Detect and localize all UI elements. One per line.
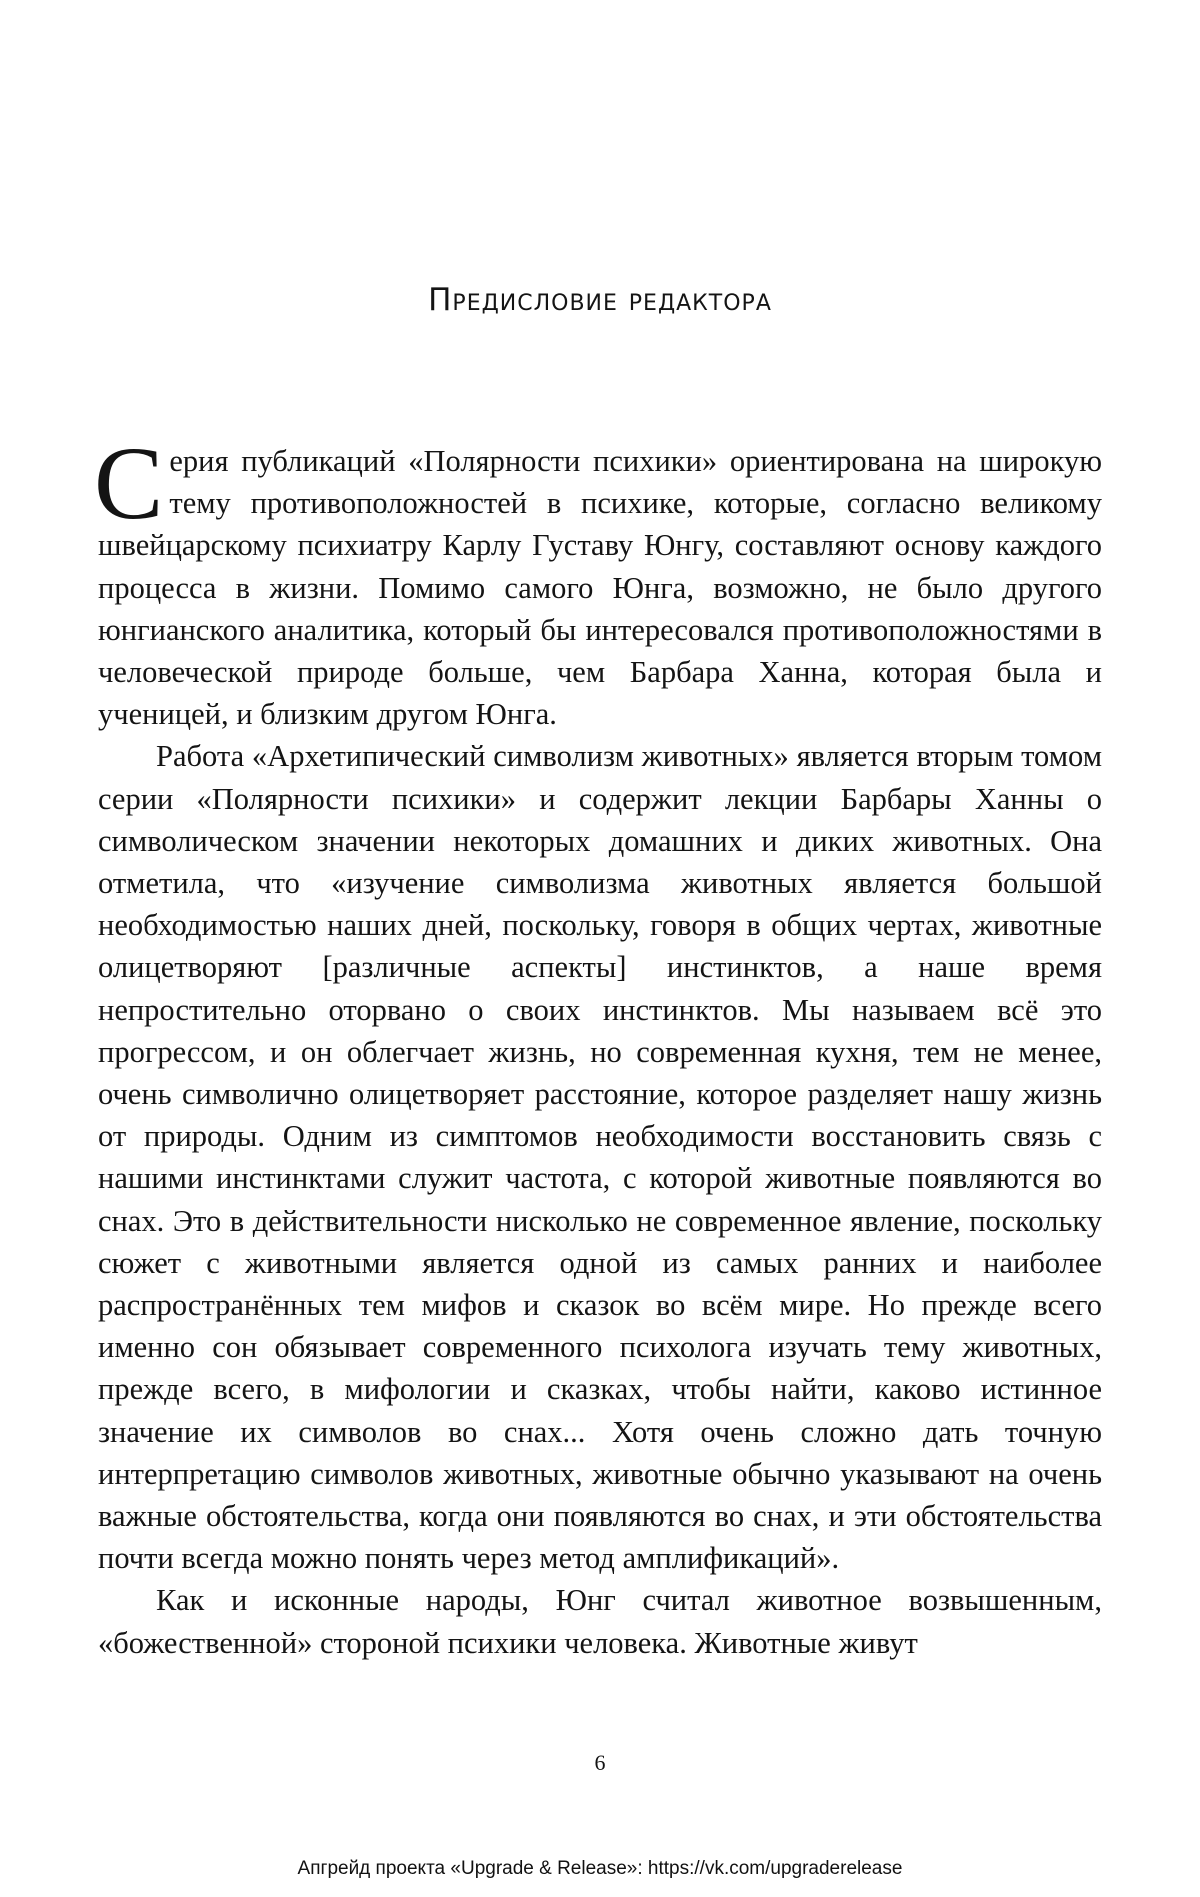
chapter-title: Предисловие редактора bbox=[428, 282, 772, 318]
page-number: 6 bbox=[594, 1750, 606, 1775]
body-text bbox=[94, 426, 1102, 1664]
footer-credit: Апгрейд проекта «Upgrade & Release»: https://vk.com/upgraderelease bbox=[297, 1858, 903, 1879]
drop-cap: С bbox=[94, 426, 164, 541]
paragraph-2: Работа «Архетипический символизм животных» является вторым томом серии «Полярности психики» и содержит лекции Барбары Ханны о символическом значении некоторых домашних и диких животных. Она отметила, что «изучение символизма животных является большой необходимостью наших дней, поскольку, говоря в общих чертах, животные олицетворяют [различные аспекты] инстинктов, а наше время непростительно оторвано о своих инстинктов. Мы называем всё это прогрессом, и он облегчает жизнь, но современная кухня, тем не менее, очень символично олицетворяет расстояние, которое разделяет нашу жизнь от природы. Одним из симптомов необходимости восстановить связь с нашими инстинктами служит частота, с которой животные появляются во снах. Это в действительности нисколько не современное явление, поскольку сюжет с животными является одной из самых ранних и наиболее распространённых тем мифов и сказок во всём мире. Но прежде всего именно сон обязывает современного психолога изучать тему животных, прежде всего, в мифологии и сказках, чтобы найти, каково истинное значение их символов во снах... Хотя очень сложно дать точную интерпретацию символов животных, животные обычно указывают на очень важные обстоятельства, когда они появляются во снах, и эти обстоятельства почти всегда можно понять через метод амплификаций». bbox=[98, 739, 1102, 1576]
paragraph-3: Как и исконные народы, Юнг считал животное возвышенным, «божественной» стороной психики человека. Животные живут bbox=[98, 1583, 1102, 1660]
paragraph-1 bbox=[94, 426, 1102, 735]
paragraph-1-text: ерия публикаций «Полярности психики» ориентирована на широкую тему противоположностей в психике, которые, согласно великому швейцарскому психиатру Карлу Густаву Юнгу, составляют основу каждого процесса в жизни. Помимо самого Юнга, возможно, не было другого юнгианского аналитика, который бы интересовался противоположностями в человеческой природе больше, чем Барбара Ханна, которая была и ученицей, и близким другом Юнга. bbox=[98, 444, 1102, 732]
